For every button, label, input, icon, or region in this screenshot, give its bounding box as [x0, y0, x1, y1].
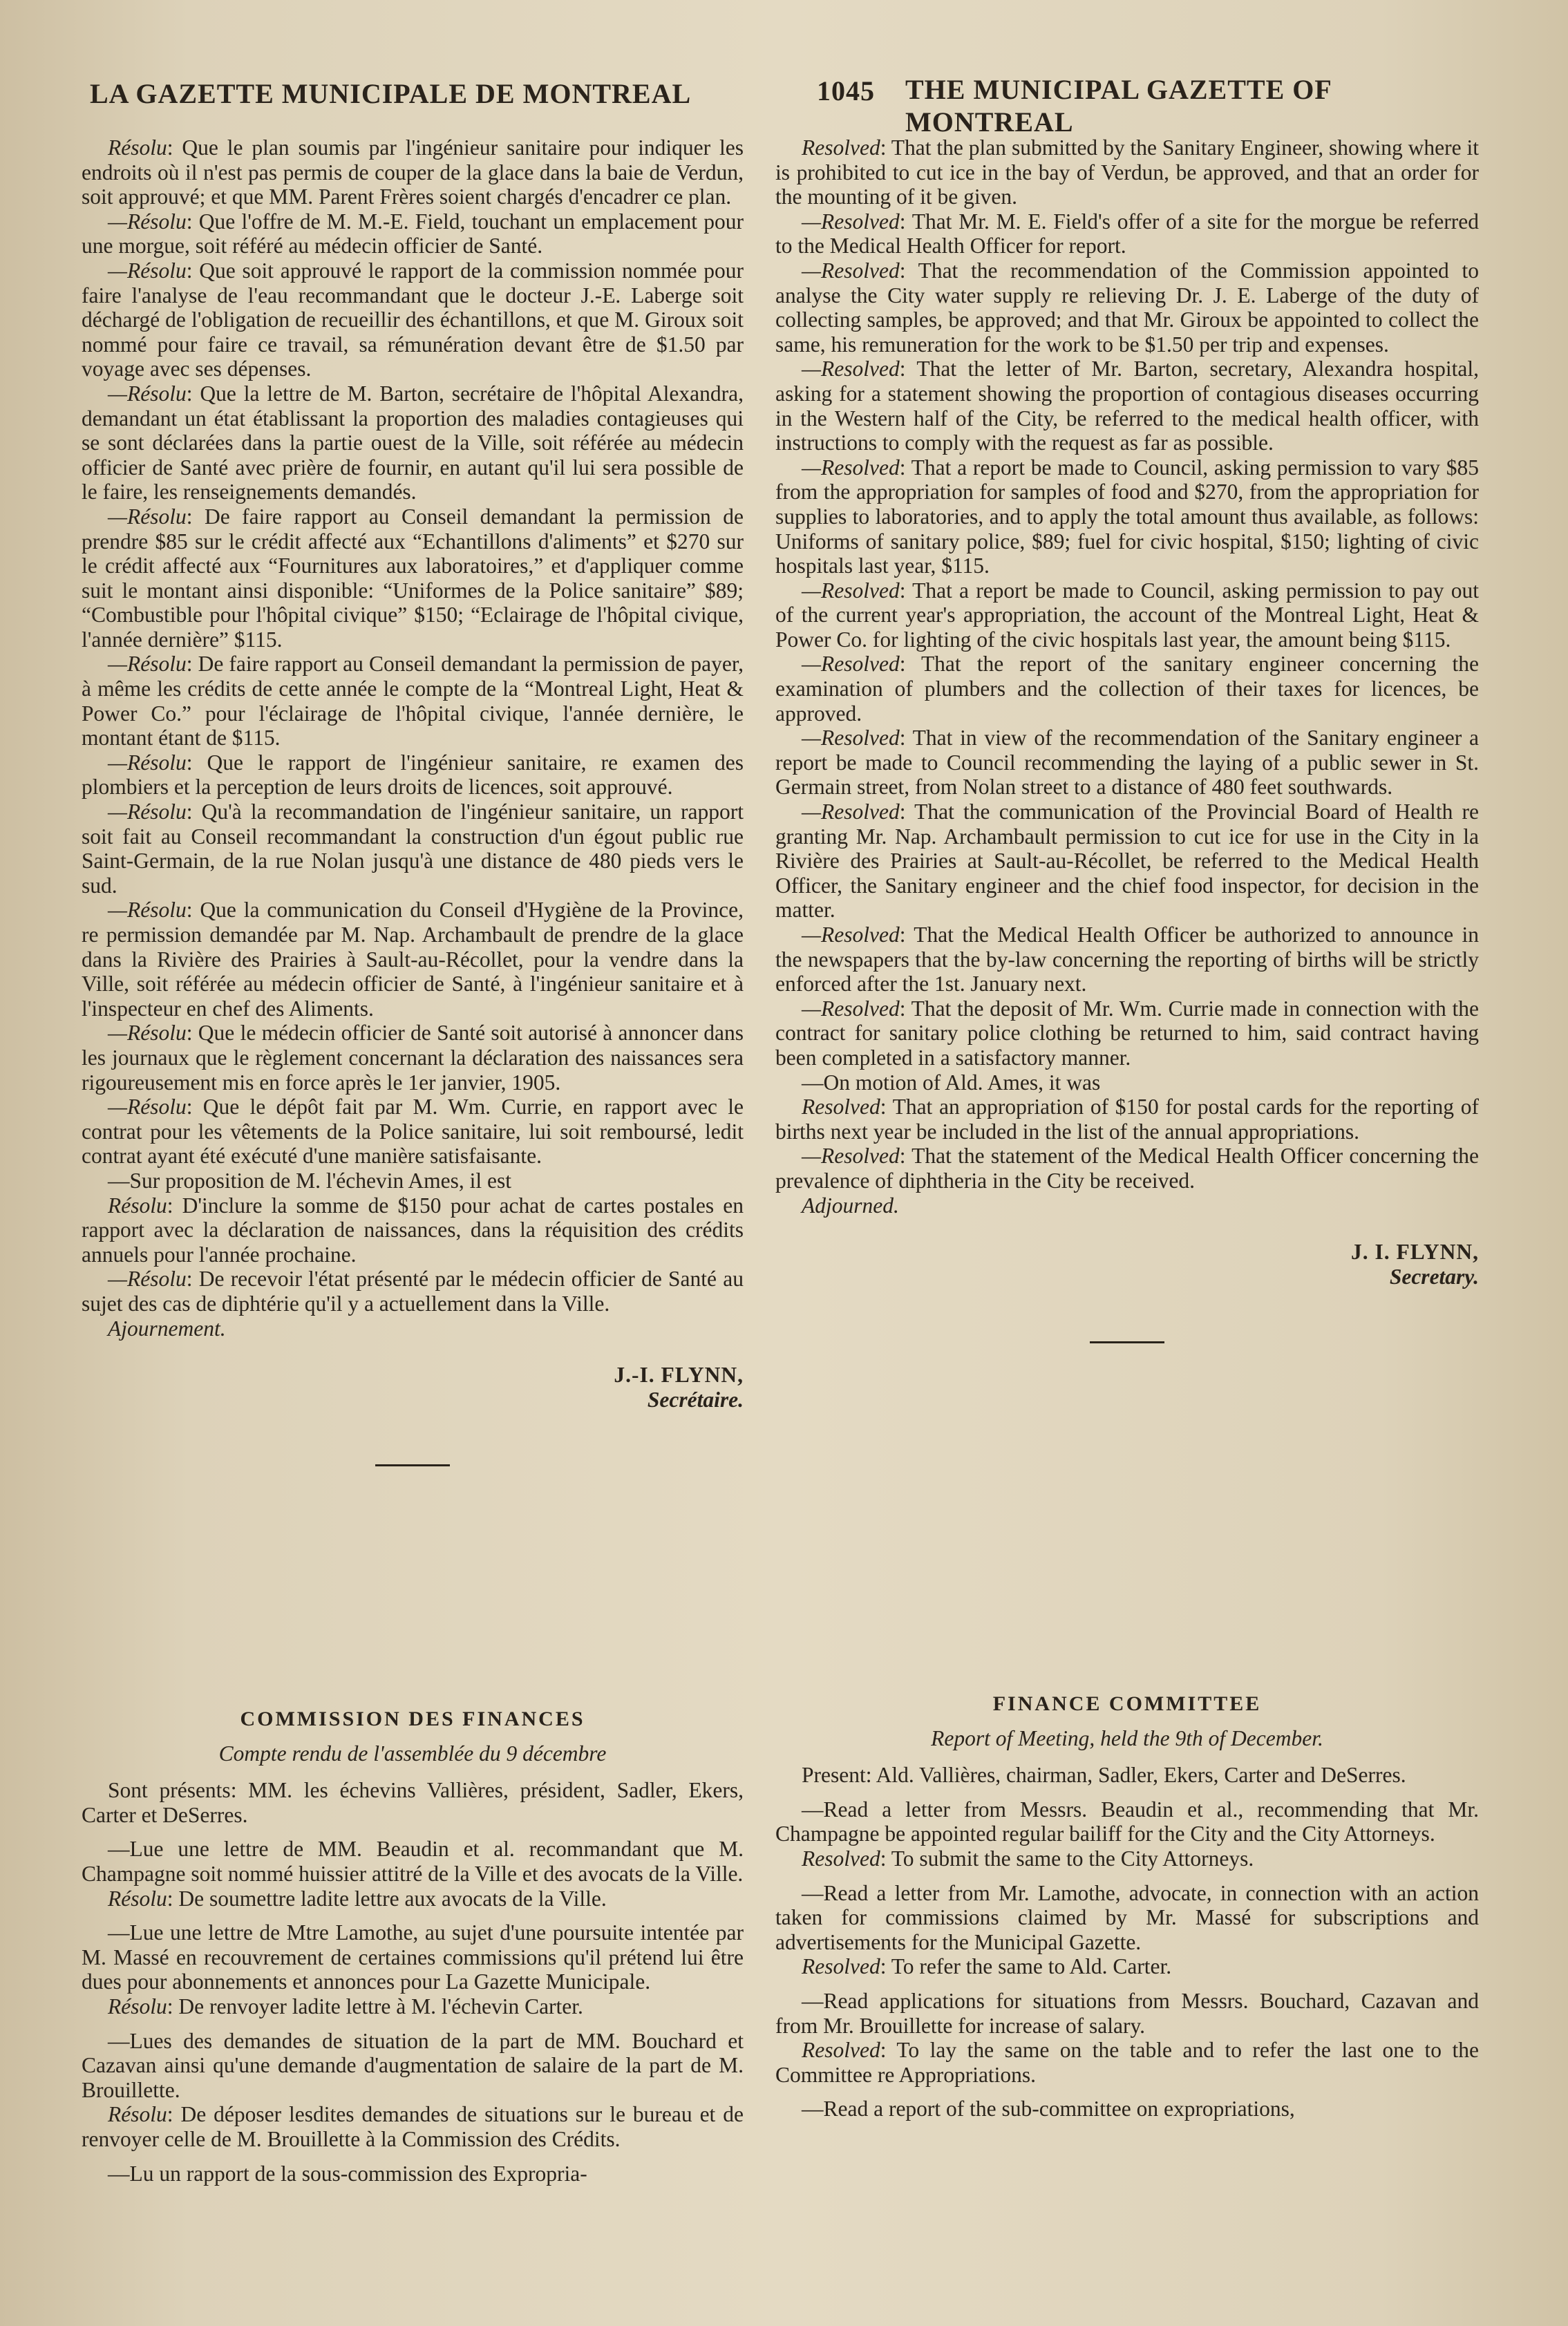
- paragraph-text: : De renvoyer ladite lettre à M. l'échevin Carter.: [167, 1994, 583, 2018]
- paragraph: [775, 1846, 1479, 1871]
- french-adjournment: Ajournement.: [108, 1316, 226, 1341]
- english-signature-role: Secretary.: [1389, 1264, 1479, 1289]
- resolution-label: Résolu: [108, 135, 167, 160]
- paragraph-text: : Que le rapport de l'ingénieur sanitaire, re examen des plombiers et la perception de leurs droits de licences, soit approuvé.: [82, 750, 744, 800]
- paragraph-text: : That Mr. M. E. Field's offer of a site for the morgue be referred to the Medical Health Officer for report.: [775, 209, 1479, 258]
- paragraph-text: : To submit the same to the City Attorneys.: [880, 1846, 1254, 1871]
- paragraph-text: Sont présents: MM. les échevins Vallières, président, Sadler, Ekers, Carter et DeSerres.: [82, 1778, 744, 1827]
- paragraph-text: : That the Medical Health Officer be authorized to announce in the newspapers that the by-law concerning the reporting of births will be strictly enforced after the 1st. January next.: [775, 923, 1479, 996]
- resolution-label: Resolved: [802, 1846, 880, 1871]
- paragraph-text: : Que le plan soumis par l'ingénieur sanitaire pour indiquer les endroits où il n'est pas permis de couper de la glace dans la baie de Verdun, soit approuvé; et que MM. Parent Frères soient chargés d'encadrer ce plan.: [82, 135, 744, 209]
- header-english-title: THE MUNICIPAL GAZETTE OF MONTREAL: [905, 74, 1332, 138]
- paragraph-text: —Read a letter from Mr. Lamothe, advocate, in connection with an action taken for commissions claimed by Mr. Massé for subscriptions and advertisements for the Municipal Gazette.: [775, 1880, 1479, 1954]
- english-resolutions: [775, 135, 1479, 1193]
- resolution-label: —Résolu: [108, 652, 187, 677]
- paragraph: [775, 135, 1479, 209]
- header-french-title: LA GAZETTE MUNICIPALE DE MONTREAL: [90, 78, 692, 109]
- resolution-label: —Résolu: [108, 381, 187, 406]
- paragraph-text: : That the recommendation of the Commission appointed to analyse the City water supply re relieving Dr. J. E. Laberge of the duty of collecting samples, be approved; and that Mr. Giroux be appointed to collect the same, his remuneration for the work to be $1.50 per trip and expenses.: [775, 258, 1479, 357]
- paragraph: [775, 2097, 1479, 2121]
- paragraph: [82, 898, 744, 1021]
- paragraph: [775, 1989, 1479, 2038]
- resolution-label: —Résolu: [108, 1095, 187, 1119]
- paragraph: [775, 2038, 1479, 2087]
- resolution-label: —Resolved: [802, 209, 900, 234]
- resolution-label: Resolved: [802, 1095, 880, 1119]
- paragraph: [82, 2102, 744, 2151]
- paragraph: [82, 1837, 744, 1886]
- resolution-label: —Résolu: [108, 800, 187, 824]
- paragraph-text: : Que le dépôt fait par M. Wm. Currie, en rapport avec le contrat pour les vêtements de la Police sanitaire, lui soit remboursé, ledit contrat ayant été exécuté d'une manière satisfaisante.: [82, 1095, 744, 1169]
- paragraph: [775, 357, 1479, 455]
- paragraph-text: : De faire rapport au Conseil demandant la permission de prendre $85 sur le crédit affecté aux “Echantillons d'aliments” et $270 sur le crédit affecté aux “Fournitures aux laboratoires,” et d'appliquer comme suit le montant ainsi disponible: “Uniformes de la Police sanitaire” $89; “Combustible pour l'hôpital civique” $150; “Eclairage de l'hôpital civique, l'année dernière” $115.: [82, 504, 744, 652]
- resolution-label: —Resolved: [802, 258, 900, 283]
- french-resolutions: [82, 135, 744, 1316]
- paragraph: [82, 258, 744, 381]
- paragraph-text: : Que la communication du Conseil d'Hygiène de la Province, re permission demandée par M. Nap. Archambault de prendre de la glace dans la Rivière des Prairies à Sault-au-Récollet, pour la vendre dans la Ville, soit référée au médecin officier de Santé, à l'ingénieur sanitaire et à l'inspecteur en chef des Aliments.: [82, 898, 744, 1021]
- paragraph: [775, 258, 1479, 357]
- paragraph-text: : Que l'offre de M. M.-E. Field, touchant un emplacement pour une morgue, soit référé au médecin officier de Santé.: [82, 209, 744, 258]
- french-finance-title: COMMISSION DES FINANCES: [240, 1708, 585, 1730]
- paragraph: [82, 1778, 744, 1827]
- paragraph-text: : Que soit approuvé le rapport de la commission nommée pour faire l'analyse de l'eau recommandant que le docteur J.-E. Laberge soit déchargé de l'obligation de recueillir des échantillons, et que M. Giroux soit nommé pour faire ce travail, sa rémunération devant être de $1.50 par voyage avec ses dépenses.: [82, 258, 744, 381]
- french-finance-subtitle: Compte rendu de l'assemblée du 9 décembre: [218, 1741, 607, 1766]
- resolution-label: —Resolved: [802, 923, 900, 947]
- paragraph-text: —Read applications for situations from Messrs. Bouchard, Cazavan and from Mr. Brouillette for increase of salary.: [775, 1988, 1479, 2038]
- paragraph-text: : De soumettre ladite lettre aux avocats de la Ville.: [167, 1886, 607, 1911]
- resolution-label: —Resolved: [802, 455, 900, 480]
- resolution-label: —Résolu: [108, 258, 187, 283]
- english-finance-subtitle: Report of Meeting, held the 9th of December.: [931, 1725, 1323, 1750]
- paragraph-text: : De déposer lesdites demandes de situations sur le bureau et de renvoyer celle de M. Brouillette à la Commission des Crédits.: [82, 2102, 744, 2151]
- paragraph-text: Present: Ald. Vallières, chairman, Sadler, Ekers, Carter and DeSerres.: [802, 1763, 1406, 1788]
- paragraph-text: : D'inclure la somme de $150 pour achat de cartes postales en rapport avec la déclaration de naissances, dans la réquisition des crédits annuels pour l'année prochaine.: [82, 1193, 744, 1267]
- english-section-divider: [1090, 1341, 1164, 1343]
- paragraph: [775, 1144, 1479, 1193]
- paragraph-text: —Lues des demandes de situation de la part de MM. Bouchard et Cazavan ainsi qu'une demande d'augmentation de salaire de la part de M. Brouillette.: [82, 2028, 744, 2102]
- french-finance-section: [82, 1707, 744, 2186]
- resolution-label: —Résolu: [108, 209, 187, 234]
- paragraph: [82, 2162, 744, 2186]
- paragraph: [775, 996, 1479, 1070]
- english-finance-title: FINANCE COMMITTEE: [992, 1692, 1262, 1715]
- paragraph: [82, 1267, 744, 1316]
- paragraph-text: —Lue une lettre de Mtre Lamothe, au sujet d'une poursuite intentée par M. Massé en recouvrement de certaines commissions qu'il prétend lui être dues pour abonnements et annonces pour La Gazette Municipale.: [82, 1920, 744, 1994]
- paragraph: [82, 209, 744, 258]
- resolution-label: —Resolved: [802, 357, 900, 381]
- paragraph-text: : That the communication of the Provincial Board of Health re granting Mr. Nap. Archambault permission to cut ice for use in the City in la Rivière des Prairies at Sault-au-Récollet, be referred to the Medical Health Officer, the Sanitary engineer and the chief food inspector, for decision in the matter.: [775, 800, 1479, 923]
- paragraph-text: : Que la lettre de M. Barton, secrétaire de l'hôpital Alexandra, demandant un état établissant la proportion des maladies contagieuses qui se sont déclarées dans la partie ouest de la Ville, soit référée au médecin officier de Santé avec prière de fournir, en autant qu'il lui sera possible de le faire, les renseignements demandés.: [82, 381, 744, 504]
- resolution-label: Resolved: [802, 1954, 880, 1979]
- english-adjournment: Adjourned.: [802, 1193, 899, 1218]
- paragraph-text: : Que le médecin officier de Santé soit autorisé à annoncer dans les journaux que le règlement concernant la déclaration des naissances sera rigoureusement mis en force après le 1er janvier, 1905.: [82, 1021, 744, 1095]
- french-finance-paragraphs: [82, 1778, 744, 2186]
- paragraph: [82, 1887, 744, 1911]
- resolution-label: Résolu: [108, 1193, 167, 1218]
- paragraph-text: : That the statement of the Medical Health Officer concerning the prevalence of diphtheria in the City be received.: [775, 1144, 1479, 1193]
- paragraph: [82, 652, 744, 750]
- french-signature-name: J.-I. FLYNN,: [614, 1363, 744, 1388]
- paragraph-text: —Read a letter from Messrs. Beaudin et al., recommending that Mr. Champagne be appointed regular bailiff for the City and the City Attorneys.: [775, 1797, 1479, 1846]
- paragraph: [775, 1954, 1479, 1979]
- paragraph: [775, 455, 1479, 578]
- resolution-label: —Resolved: [802, 1144, 900, 1169]
- english-finance-section: [775, 1692, 1479, 2121]
- paragraph: [775, 1070, 1479, 1095]
- paragraph-text: —Lu un rapport de la sous-commission des Expropria-: [108, 2161, 587, 2186]
- resolution-label: —Resolved: [802, 800, 900, 824]
- resolution-label: —Resolved: [802, 726, 900, 750]
- french-section-divider: [375, 1464, 450, 1466]
- paragraph: [775, 1881, 1479, 1955]
- paragraph: [82, 381, 744, 504]
- paragraph-text: : De recevoir l'état présenté par le médecin officier de Santé au sujet des cas de diphtérie qu'il y a actuellement dans la Ville.: [82, 1267, 744, 1316]
- paragraph-text: —Lue une lettre de MM. Beaudin et al. recommandant que M. Champagne soit nommé huissier attitré de la Ville et des avocats de la Ville.: [82, 1837, 744, 1886]
- paragraph-text: : That the plan submitted by the Sanitary Engineer, showing where it is prohibited to cut ice in the bay of Verdun, be approved, and that an order for the mounting of it be given.: [775, 135, 1479, 209]
- page-number: 1045: [817, 75, 875, 106]
- paragraph-text: —Sur proposition de M. l'échevin Ames, il est: [108, 1168, 511, 1193]
- paragraph: [775, 800, 1479, 923]
- resolution-label: —Resolved: [802, 652, 900, 677]
- paragraph-text: : That a report be made to Council, asking permission to vary $85 from the appropriation for samples of food and $270, from the appropriation for supplies to laboratories, and to apply the total amount thus available, as follows: Uniforms of sanitary police, $89; fuel for civic hospital, $150; lighting of civic hospitals last year, $115.: [775, 455, 1479, 578]
- english-finance-paragraphs: [775, 1763, 1479, 2121]
- paragraph: [775, 1797, 1479, 1846]
- paragraph-text: : That the deposit of Mr. Wm. Currie made in connection with the contract for sanitary police clothing be returned to him, said contract having been completed in a satisfactory manner.: [775, 996, 1479, 1070]
- french-column: [82, 135, 744, 1466]
- resolution-label: —Résolu: [108, 1021, 187, 1046]
- paragraph: [775, 726, 1479, 800]
- paragraph: [775, 209, 1479, 258]
- resolution-label: —Résolu: [108, 750, 187, 775]
- paragraph: [775, 1095, 1479, 1144]
- paragraph: [82, 1994, 744, 2019]
- resolution-label: Résolu: [108, 1994, 167, 2018]
- paragraph: [82, 800, 744, 898]
- paragraph-text: —Read a report of the sub-committee on expropriations,: [802, 2097, 1295, 2121]
- paragraph-text: : Qu'à la recommandation de l'ingénieur sanitaire, un rapport soit fait au Conseil recommandant la construction d'un égout public rue Saint-Germain, de la rue Nolan jusqu'à une distance de 480 pieds vers le sud.: [82, 800, 744, 898]
- resolution-label: —Résolu: [108, 1267, 187, 1292]
- resolution-label: Résolu: [108, 2102, 167, 2127]
- paragraph: [82, 1920, 744, 1994]
- paragraph-text: : To lay the same on the table and to refer the last one to the Committee re Appropriations.: [775, 2038, 1479, 2087]
- paragraph-text: : That a report be made to Council, asking permission to pay out of the current year's appropriation, the account of the Montreal Light, Heat & Power Co. for lighting of the civic hospitals last year, the amount being $115.: [775, 578, 1479, 652]
- paragraph: [82, 750, 744, 800]
- paragraph: [82, 1095, 744, 1169]
- paragraph: [82, 2029, 744, 2103]
- french-signature-role: Secrétaire.: [647, 1387, 744, 1412]
- paragraph: [82, 135, 744, 209]
- resolution-label: Resolved: [802, 2038, 880, 2063]
- paragraph: [82, 1193, 744, 1267]
- english-signature-name: J. I. FLYNN,: [1351, 1240, 1479, 1265]
- english-column: [775, 135, 1479, 1343]
- resolution-label: Résolu: [108, 1886, 167, 1911]
- paragraph: [775, 1763, 1479, 1788]
- resolution-label: —Résolu: [108, 504, 187, 529]
- paragraph: [82, 1169, 744, 1193]
- paragraph-text: : De faire rapport au Conseil demandant la permission de payer, à même les crédits de cette année le compte de la “Montreal Light, Heat & Power Co.” pour l'éclairage de l'hôpital civique, l'année dernière, le montant étant de $115.: [82, 652, 744, 750]
- paragraph-text: : That the report of the sanitary engineer concerning the examination of plumbers and the collection of their taxes for licences, be approved.: [775, 652, 1479, 726]
- paragraph-text: : That the letter of Mr. Barton, secretary, Alexandra hospital, asking for a statement showing the proportion of contagious diseases occurring in the Western half of the City, be referred to the medical health officer, with instructions to comply with the request as far as possible.: [775, 357, 1479, 455]
- resolution-label: —Resolved: [802, 996, 900, 1021]
- paragraph-text: : That in view of the recommendation of the Sanitary engineer a report be made to Council recommending the laying of a public sewer in St. Germain street, from Nolan street to a distance of 480 feet southwards.: [775, 726, 1479, 800]
- resolution-label: —Résolu: [108, 898, 187, 923]
- paragraph-text: —On motion of Ald. Ames, it was: [802, 1070, 1101, 1095]
- paragraph: [775, 652, 1479, 726]
- paragraph: [775, 923, 1479, 996]
- resolution-label: Resolved: [802, 135, 880, 160]
- paragraph: [775, 578, 1479, 652]
- page-header: [83, 69, 1465, 138]
- paragraph-text: : To refer the same to Ald. Carter.: [880, 1954, 1172, 1979]
- paragraph: [82, 1021, 744, 1095]
- resolution-label: —Resolved: [802, 578, 900, 603]
- paragraph-text: : That an appropriation of $150 for postal cards for the reporting of births next year be included in the list of the annual appropriations.: [775, 1095, 1479, 1144]
- paragraph: [82, 504, 744, 652]
